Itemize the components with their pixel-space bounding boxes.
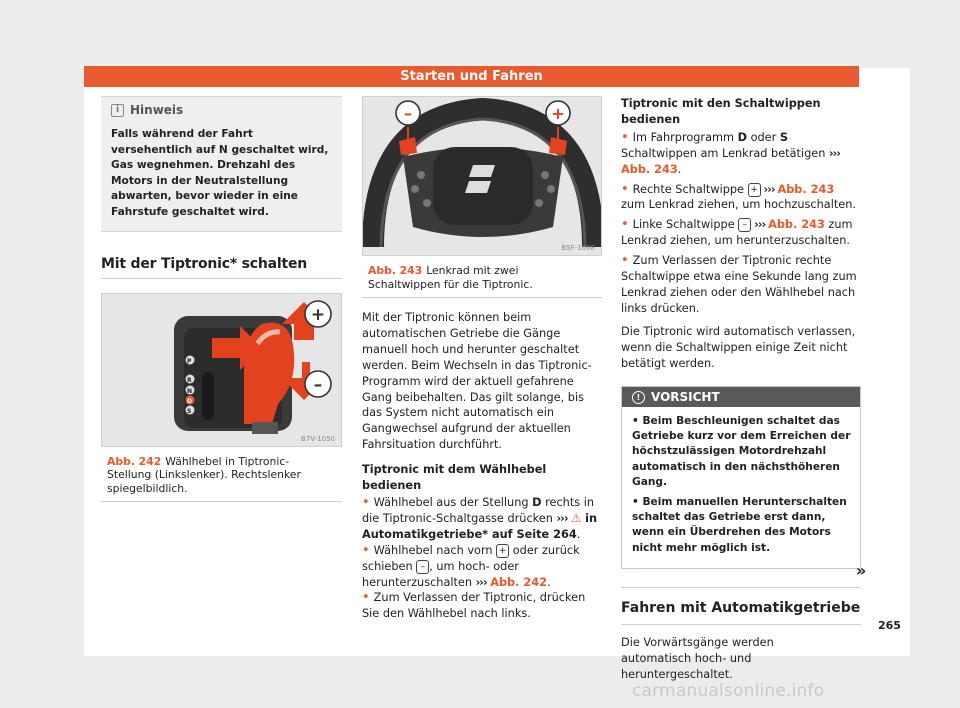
minus-sign: – (404, 104, 412, 123)
caution-icon: ! (632, 391, 645, 404)
info-icon: i (111, 104, 124, 117)
intro-paragraph: Mit der Tiptronic können beim automatischen Getriebe die Gänge manuell hoch und herunter geschaltet werden. Beim Wechseln in das Tiptronic-Programm wird der aktuell gefahrene Gang beibehalten. Das gilt solange, bis das System nicht automatisch ein Gangwechsel aufgrund der aktuellen Fahrsituation durchführt. (362, 311, 592, 452)
column-2 (362, 96, 602, 622)
figure-243-caption (362, 256, 602, 298)
page-number: 265 (878, 619, 901, 632)
section-title-automatic: Fahren mit Automatikgetriebe (621, 587, 861, 625)
figure-code: B7V-1050 (301, 434, 335, 443)
caution-item-2: • Beim manuellen Herunterschalten schaltet das Getriebe erst dann, wenn ein Überdrehen des Motors nicht mehr möglich ist. (632, 495, 847, 554)
figure-link[interactable]: Abb. 243 (621, 162, 678, 176)
warning-triangle-icon: ⚠ (571, 511, 582, 525)
automatic-paragraph: Die Vorwärtsgänge werden automatisch hoch- und heruntergeschaltet. (621, 636, 774, 681)
plus-sign: + (551, 104, 565, 123)
header-title: Starten und Fahren (84, 66, 859, 87)
figure-242 (101, 293, 342, 447)
cross-reference[interactable]: in Automatikgetriebe* auf Seite 264 (362, 511, 598, 541)
gear-label-r: R (187, 376, 192, 384)
bullet-paddle-3: • Linke Schaltwippe – ››› Abb. 243 zum Lenkrad ziehen, um herunterzuschalten. (621, 217, 853, 248)
figure-label: Abb. 243 (368, 264, 423, 277)
bullet-lever-1: • Wählhebel aus der Stellung D rechts in die Tiptronic-Schaltgasse drücken ››› ⚠ in Automatikgetriebe* auf Seite 264. (362, 494, 598, 541)
figure-code: B5F-1008 (561, 244, 595, 252)
minus-key-icon: – (738, 218, 751, 232)
column-3 (621, 96, 861, 683)
continued-marker: » (856, 561, 867, 580)
caution-body (622, 407, 860, 569)
section-title-tiptronic: Mit der Tiptronic* schalten (101, 256, 342, 279)
steering-wheel-illustration (363, 97, 602, 255)
caution-heading: VORSICHT (651, 389, 720, 404)
bullet-paddle-4: • Zum Verlassen der Tiptronic rechte Schaltwippe etwa eine Sekunde lang zum Lenkrad ziehen oder den Wählhebel nach links drücken. (621, 253, 857, 315)
column-1 (101, 96, 342, 502)
watermark: carmanualsonline.info (632, 681, 825, 701)
auto-exit-paragraph: Die Tiptronic wird automatisch verlassen, wenn die Schaltwippen einige Zeit nicht betätigt werden. (621, 324, 856, 370)
gear-label-n: N (187, 387, 193, 395)
gear-label-p: P (187, 357, 192, 365)
caution-item-1: • Beim Beschleunigen schaltet das Getriebe kurz vor dem Erreichen der höchstzulässigen Motordrehzahl automatisch in den nächsthöheren Gang. (632, 414, 851, 489)
subhead-lever: Tiptronic mit dem Wählhebel bedienen (362, 463, 547, 493)
plus-key-icon: + (748, 183, 761, 197)
gear-lever-illustration (102, 294, 342, 446)
note-box (101, 96, 342, 232)
bullet-paddle-2: • Rechte Schaltwippe + ››› Abb. 243 zum Lenkrad ziehen, um hochzuschalten. (621, 181, 856, 212)
note-text: Falls während der Fahrt versehentlich auf N geschaltet wird, Gas wegnehmen. Drehzahl des Motors in der Neutralstellung abwarten, bevor wieder in eine Fahrstufe geschaltet wird. (111, 128, 329, 218)
plus-key-icon: + (496, 544, 509, 558)
caption-text: Lenkrad mit zwei Schaltwippen für die Tiptronic. (368, 264, 533, 291)
gear-label-d: D (187, 397, 192, 405)
figure-link[interactable]: Abb. 243 (777, 182, 835, 196)
caption-text: Wählhebel in Tiptronic-Stellung (Linkslenker). Rechtslenker spiegelbildlich. (107, 454, 301, 495)
plus-sign: + (310, 304, 326, 325)
note-heading-row (101, 97, 342, 121)
subhead-paddles: Tiptronic mit den Schaltwippen bedienen (621, 97, 821, 126)
gear-label-s: S (187, 407, 192, 415)
bullet-paddle-1: • Im Fahrprogramm D oder S Schaltwippen am Lenkrad betätigen ››› Abb. 243. (621, 129, 840, 176)
figure-243 (362, 96, 602, 256)
caution-heading-row (622, 387, 860, 407)
bullet-lever-2: • Wählhebel nach vorn + oder zurück schieben – , um hoch- oder herunterzuschalten ››› Abb. 242. (362, 542, 580, 589)
figure-242-caption (101, 447, 342, 503)
note-heading: Hinweis (130, 103, 184, 117)
minus-sign: – (313, 374, 323, 395)
caution-box (621, 386, 861, 570)
minus-key-icon: – (416, 560, 429, 574)
figure-label: Abb. 242 (107, 454, 162, 468)
seat-logo-icon (469, 165, 495, 177)
figure-link[interactable]: Abb. 242 (490, 575, 547, 589)
bullet-lever-3: • Zum Verlassen der Tiptronic, drücken Sie den Wählhebel nach links. (362, 590, 586, 621)
figure-link[interactable]: Abb. 243 (768, 218, 825, 232)
